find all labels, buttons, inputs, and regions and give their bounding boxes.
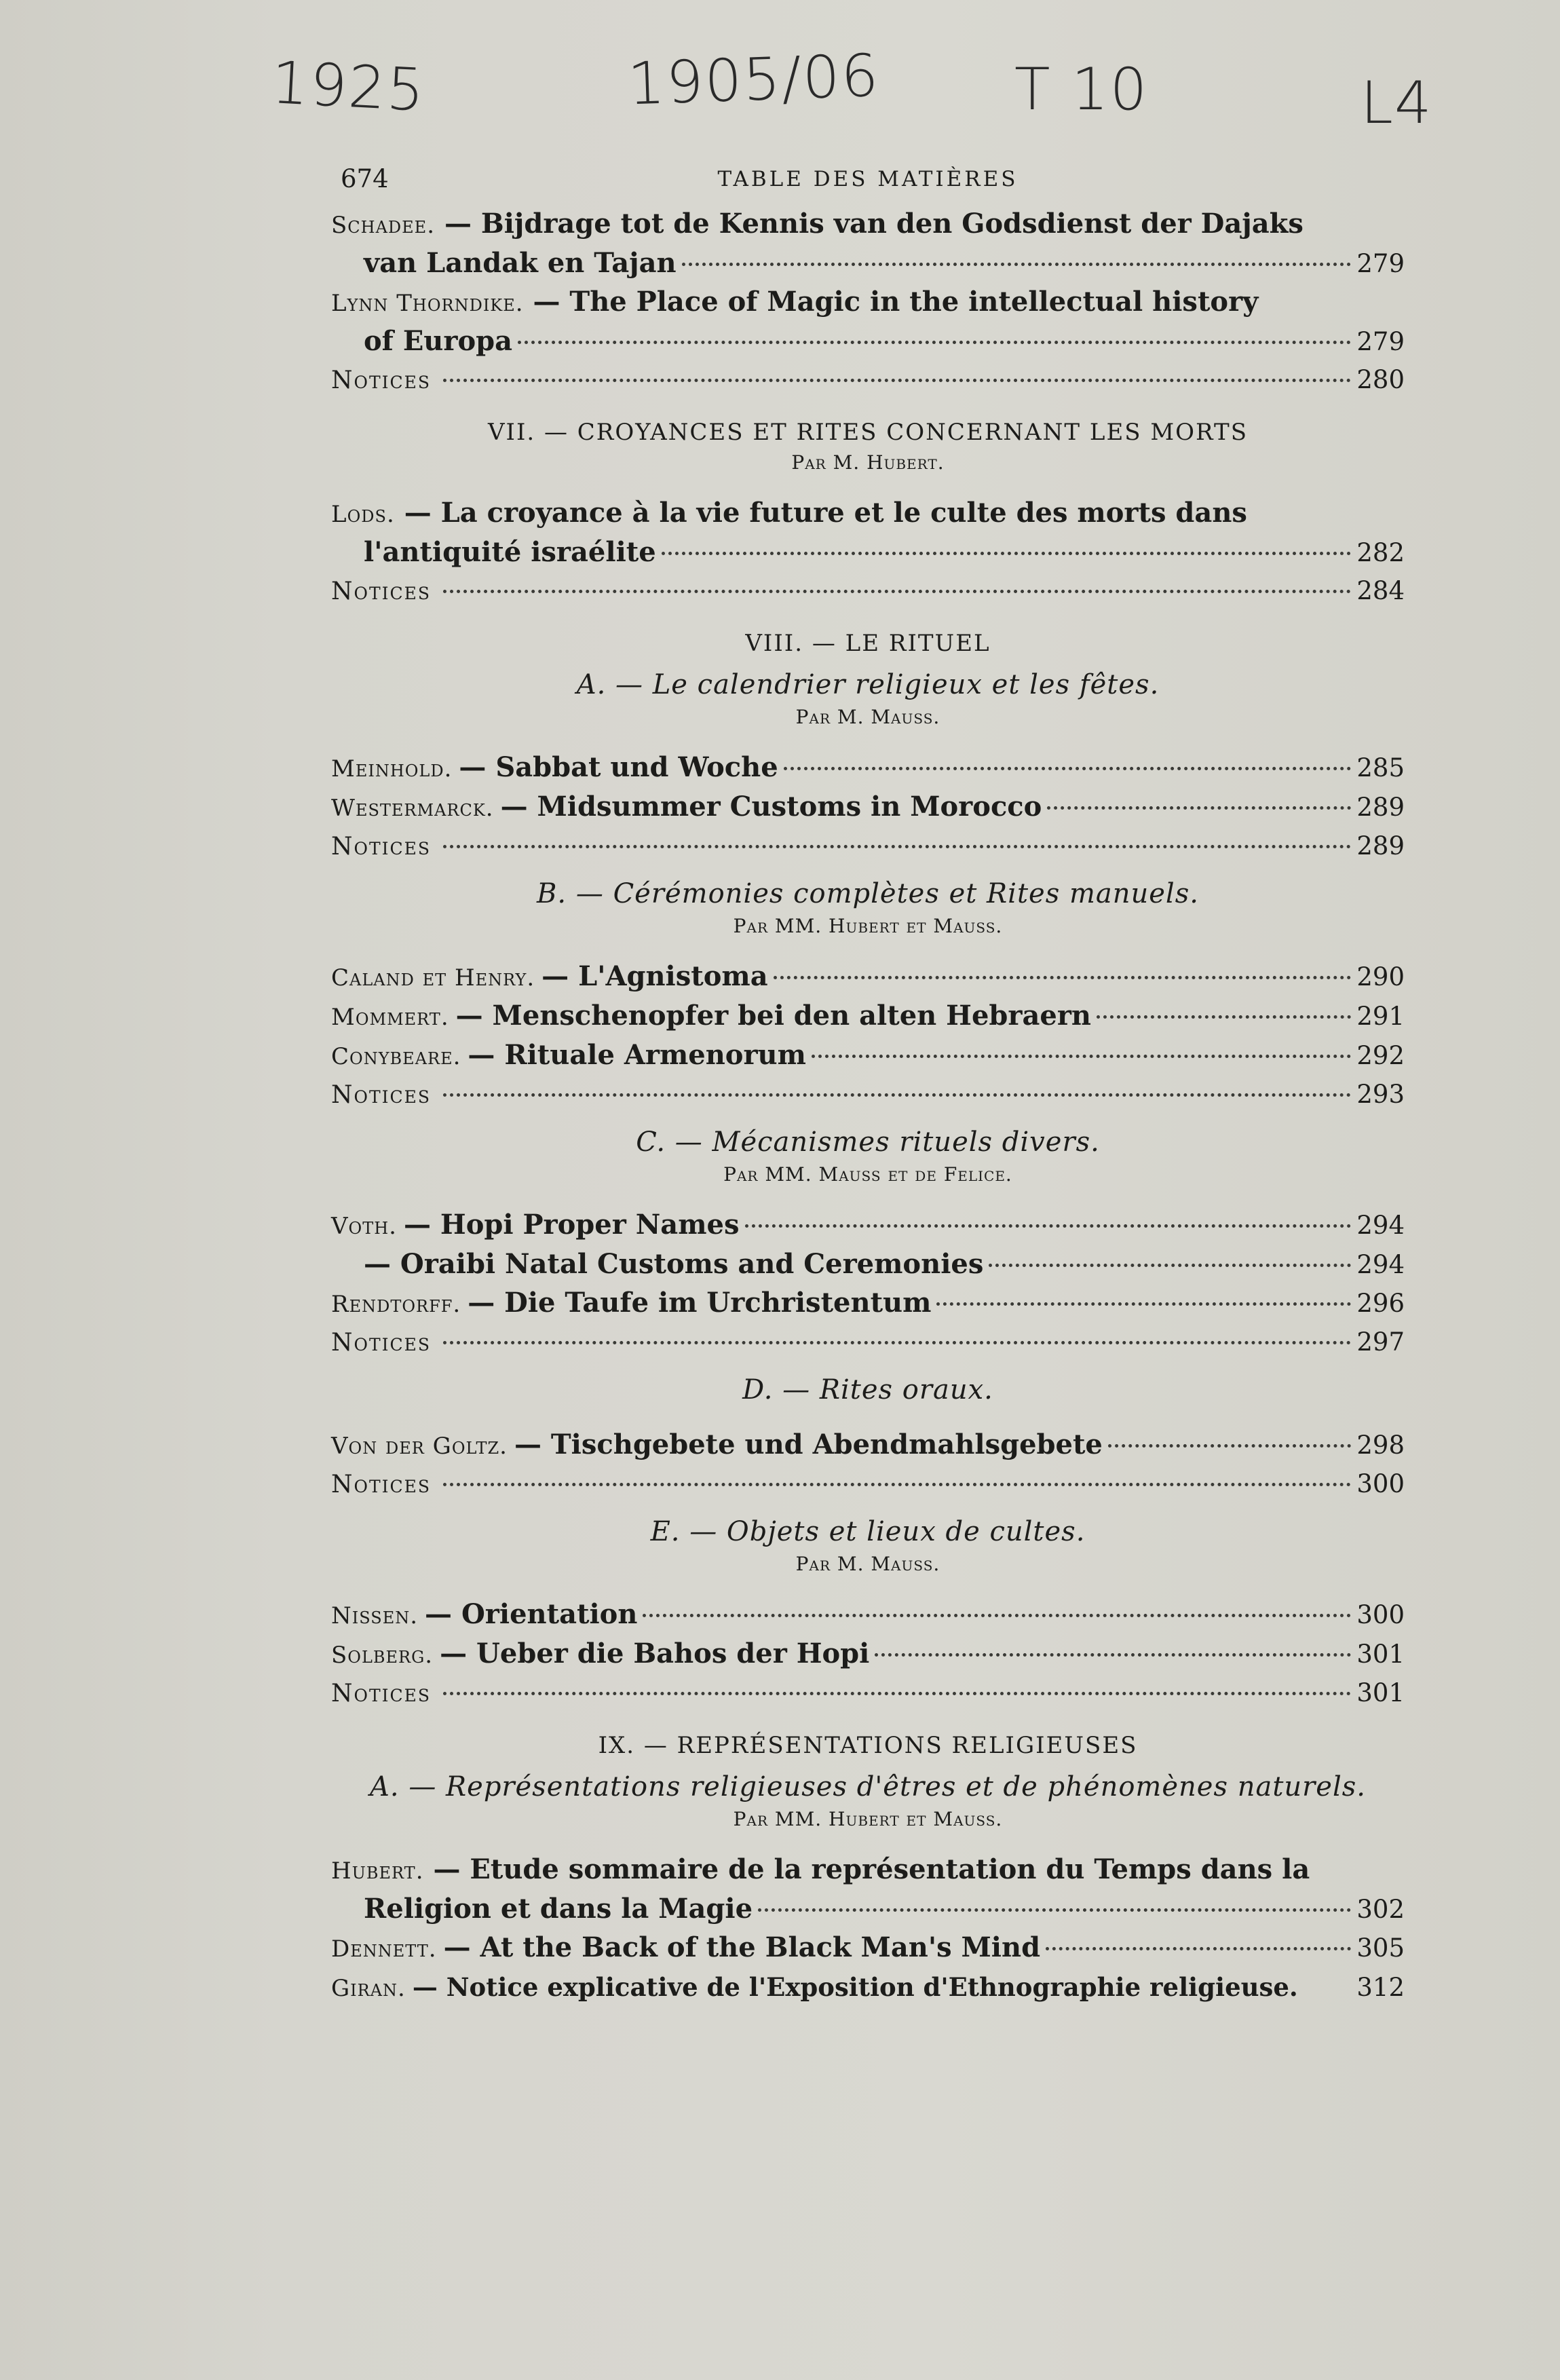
dot-leader (443, 1093, 1351, 1097)
toc-page: 294 (1356, 1211, 1405, 1240)
toc-author: Conybeare. (331, 1043, 461, 1070)
dot-leader (812, 1055, 1351, 1058)
toc-entry[interactable] (331, 958, 1405, 997)
toc-entry[interactable] (331, 283, 1405, 361)
toc-page: 282 (1356, 538, 1405, 567)
toc-entry[interactable] (331, 361, 1405, 400)
dot-leader (758, 1908, 1351, 1912)
toc-page: 285 (1356, 753, 1405, 782)
toc-entry[interactable] (331, 1851, 1405, 1929)
dot-leader (1047, 806, 1351, 810)
toc-entry[interactable] (331, 572, 1405, 611)
handwritten-note: T 10 (1014, 56, 1149, 124)
section-heading: IX. — REPRÉSENTATIONS RELIGIEUSES (598, 1732, 1138, 1759)
toc-author: Westermarck. (331, 795, 494, 822)
toc-entry[interactable] (331, 788, 1405, 827)
toc-page: 312 (1356, 1973, 1405, 2002)
toc-entry[interactable] (331, 1076, 1405, 1114)
dot-leader (443, 379, 1351, 382)
toc-title: — Tischgebete und Abendmahlsgebete (514, 1429, 1103, 1460)
toc-entry[interactable] (331, 827, 1405, 866)
toc-page: 301 (1356, 1678, 1405, 1707)
toc-page: 289 (1356, 831, 1405, 861)
toc-entry[interactable] (331, 1929, 1405, 1968)
dot-leader (643, 1614, 1351, 1617)
toc-entry[interactable] (331, 494, 1405, 572)
handwritten-note: 1925 (269, 49, 427, 125)
section-heading: VII. — CROYANCES ET RITES CONCERNANT LES MORTS (487, 419, 1249, 446)
toc-author: Lynn Thorndike. (331, 290, 524, 317)
dot-leader (443, 590, 1351, 593)
toc-author: Nissen. (331, 1602, 419, 1629)
toc-author: Notices (331, 1329, 432, 1357)
section-byline: Par M. Mauss. (795, 1553, 940, 1575)
toc-entry[interactable] (331, 1426, 1405, 1465)
dot-leader (936, 1302, 1351, 1306)
section-byline: Par M. Hubert. (791, 451, 945, 474)
subsection-heading: B. — Cérémonies complètes et Rites manuels. (537, 878, 1199, 909)
dot-leader (745, 1224, 1352, 1228)
dot-leader (784, 767, 1352, 770)
toc-entry[interactable] (331, 1284, 1405, 1323)
dot-leader (1108, 1444, 1351, 1448)
toc-author: Notices (331, 1081, 432, 1109)
toc-author: Notices (331, 578, 432, 605)
toc-page: 280 (1356, 365, 1405, 394)
toc-page: 300 (1356, 1469, 1405, 1498)
toc-entry[interactable] (331, 1323, 1405, 1362)
subsection-heading: C. — Mécanismes rituels divers. (636, 1127, 1100, 1158)
dot-leader (443, 1341, 1351, 1344)
toc-author: Lods. (331, 501, 395, 528)
section-heading: VIII. — LE RITUEL (745, 630, 991, 657)
dot-leader (518, 341, 1351, 344)
toc-page: 300 (1356, 1600, 1405, 1629)
dot-leader (443, 845, 1351, 848)
toc-page: 291 (1356, 1002, 1405, 1031)
toc-author: Rendtorff. (331, 1291, 461, 1318)
toc-page: 279 (1356, 327, 1405, 356)
subsection-heading: E. — Objets et lieux de cultes. (650, 1516, 1086, 1547)
toc-group-d (331, 1426, 1405, 1504)
toc-page: 292 (1356, 1041, 1405, 1070)
toc-author: Schadee. (331, 212, 436, 239)
toc-entry[interactable] (331, 1635, 1405, 1674)
section-byline: Par MM. Mauss et de Felice. (723, 1163, 1012, 1186)
toc-entry[interactable] (331, 205, 1405, 283)
toc-title-cont: of Europa (364, 325, 513, 357)
toc-entry[interactable] (331, 1245, 1405, 1284)
toc-title: — Notice explicative de l'Exposition d'Ethnographie religieuse. (412, 1972, 1298, 2002)
handwritten-note: L4 (1361, 69, 1433, 137)
dot-leader (443, 1692, 1351, 1695)
toc-title: — L'Agnistoma (541, 960, 768, 992)
toc-title: — La croyance à la vie future et le culte des morts dans (404, 497, 1247, 529)
toc-entry[interactable] (331, 749, 1405, 788)
toc-author: Caland et Henry. (331, 964, 535, 991)
toc-title: — Midsummer Customs in Morocco (500, 791, 1042, 823)
toc-author: Solberg. (331, 1642, 434, 1669)
toc-author: Von der Goltz. (331, 1433, 508, 1460)
toc-group-e (331, 1595, 1405, 1713)
table-of-contents (331, 157, 1405, 2007)
toc-group-c (331, 1206, 1405, 1362)
dot-leader (682, 263, 1352, 266)
toc-entry[interactable] (331, 997, 1405, 1036)
running-head (331, 157, 1405, 198)
section-byline: Par MM. Hubert et Mauss. (733, 1808, 1003, 1830)
dot-leader (875, 1653, 1351, 1657)
toc-title: — Orientation (425, 1598, 638, 1630)
dot-leader (989, 1264, 1351, 1267)
toc-entry[interactable] (331, 1674, 1405, 1713)
dot-leader (443, 1483, 1351, 1486)
toc-page: 289 (1356, 793, 1405, 822)
toc-author: Dennett. (331, 1935, 437, 1963)
handwritten-note: 1905/06 (626, 41, 881, 119)
toc-page: 294 (1356, 1250, 1405, 1279)
toc-page: 297 (1356, 1327, 1405, 1357)
toc-title: — At the Back of the Black Man's Mind (443, 1931, 1041, 1963)
toc-title: — Sabbat und Woche (459, 751, 778, 783)
toc-page: 296 (1356, 1289, 1405, 1318)
toc-author: Notices (331, 366, 432, 394)
toc-page: 298 (1356, 1431, 1405, 1460)
toc-page: 301 (1356, 1640, 1405, 1669)
toc-author: Hubert. (331, 1857, 424, 1885)
toc-entry[interactable] (331, 1595, 1405, 1635)
toc-title-cont: Religion et dans la Magie (364, 1893, 753, 1925)
dot-leader (1097, 1015, 1351, 1019)
toc-title: — Bijdrage tot de Kennis van den Godsdienst der Dajaks (444, 208, 1304, 240)
dot-leader (1046, 1947, 1351, 1950)
toc-entry[interactable] (331, 1968, 1405, 2007)
toc-title: — The Place of Magic in the intellectual history (533, 286, 1259, 318)
toc-page: 302 (1356, 1895, 1405, 1924)
toc-page: 284 (1356, 576, 1405, 605)
toc-title: — Menschenopfer bei den alten Hebraern (455, 1000, 1091, 1032)
toc-title: — Rituale Armenorum (468, 1039, 806, 1071)
toc-title-cont: l'antiquité israélite (364, 536, 656, 568)
toc-page: 305 (1356, 1933, 1405, 1963)
toc-entry[interactable] (331, 1465, 1405, 1504)
toc-entry[interactable] (331, 1036, 1405, 1076)
section-byline: Par MM. Hubert et Mauss. (733, 915, 1003, 937)
toc-title: — Hopi Proper Names (403, 1209, 740, 1241)
page-number: 674 (341, 164, 389, 193)
toc-page: 293 (1356, 1080, 1405, 1109)
subsection-heading: D. — Rites oraux. (742, 1374, 993, 1405)
toc-author: Notices (331, 1471, 432, 1498)
toc-page: 279 (1356, 249, 1405, 278)
toc-title-cont: van Landak en Tajan (364, 247, 677, 279)
dot-leader (774, 976, 1352, 979)
toc-author: Notices (331, 833, 432, 861)
toc-author: Voth. (331, 1213, 397, 1240)
subsection-heading: A. — Représentations religieuses d'êtres et de phénomènes naturels. (370, 1771, 1366, 1802)
page-title: TABLE DES MATIÈRES (717, 167, 1019, 191)
toc-title: — Ueber die Bahos der Hopi (440, 1638, 870, 1669)
toc-page: 290 (1356, 962, 1405, 991)
toc-author: Mommert. (331, 1004, 449, 1031)
section-byline: Par M. Mauss. (795, 706, 940, 728)
toc-author: Giran. (331, 1975, 406, 2002)
toc-title: — Oraibi Natal Customs and Ceremonies (364, 1248, 984, 1280)
toc-author: Notices (331, 1680, 432, 1707)
toc-group-a (331, 749, 1405, 866)
dot-leader (662, 552, 1352, 555)
toc-title: — Etude sommaire de la représentation du Temps dans la (433, 1853, 1310, 1885)
toc-entry[interactable] (331, 1206, 1405, 1245)
subsection-heading: A. — Le calendrier religieux et les fêtes. (576, 669, 1160, 700)
toc-group-b (331, 958, 1405, 1114)
toc-title: — Die Taufe im Urchristentum (468, 1287, 932, 1319)
toc-author: Meinhold. (331, 755, 453, 782)
